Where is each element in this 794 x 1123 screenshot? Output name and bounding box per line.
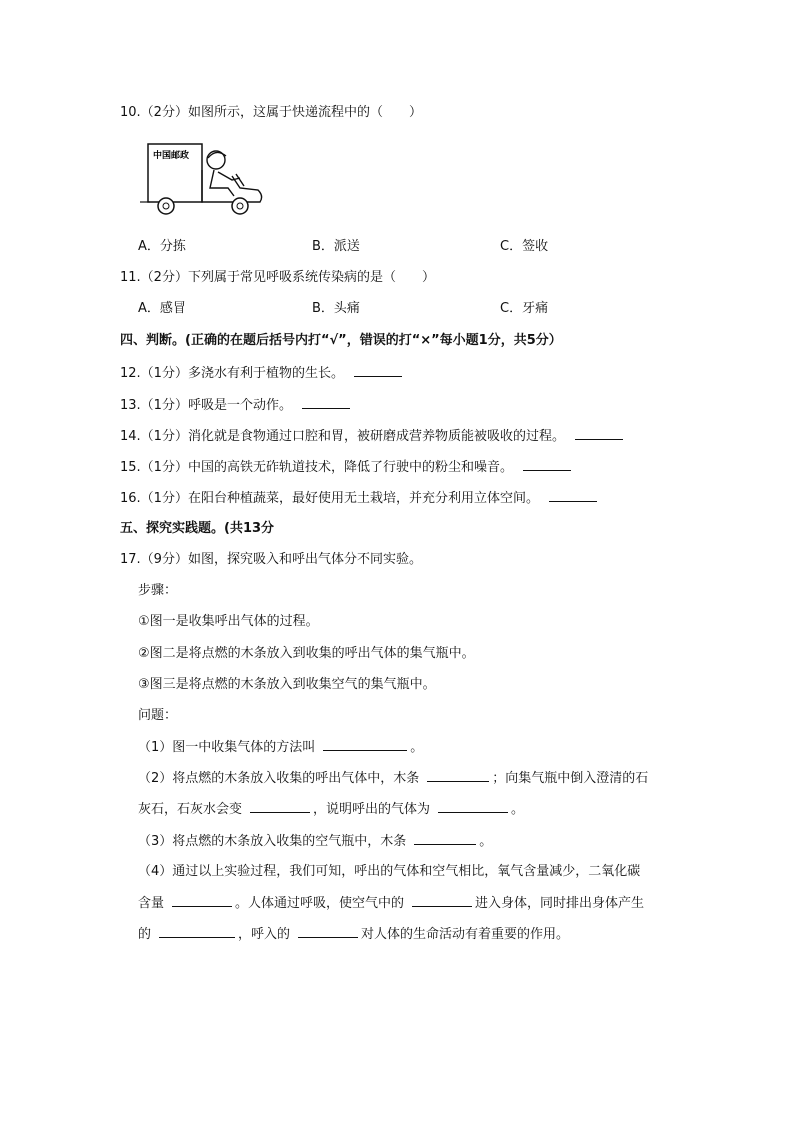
q11-text: 下列属于常见呼吸系统传染病的是（ ） [187,270,435,285]
answer-blank[interactable] [298,925,358,938]
judge-item [120,364,405,383]
q11-option-c: C．牙痛 [500,301,549,316]
answer-blank[interactable] [354,364,402,377]
question-4-line-3 [138,925,569,944]
question-text: 。 [479,834,493,849]
judge-item [120,427,626,446]
question-text: 的 [138,927,152,942]
q17-number: 17.（9分） [120,552,188,567]
step-item: ①图一是收集呼出气体的过程。 [138,614,319,629]
judge-number: 16.（1分） [120,491,188,506]
question-text: 。 [410,740,424,755]
question-1 [138,738,423,757]
question-2-line-1 [138,769,648,788]
judge-text: 多浇水有利于植物的生长。 [187,366,344,381]
answer-blank[interactable] [427,769,489,782]
question-text: ，呼入的 [238,927,291,942]
section-5-title: 五、探究实践题。(共13分 [120,521,275,536]
answer-blank[interactable] [438,800,508,813]
judge-text: 呼吸是一个动作。 [187,398,292,413]
question-text: 含量 [138,896,165,911]
question-4-line-2 [138,894,644,913]
question-text: 。 [511,802,525,817]
q10-number: 10.（2分） [120,105,188,120]
answer-blank[interactable] [412,894,472,907]
figure-label: 中国邮政 [153,150,190,160]
answer-blank[interactable] [159,925,235,938]
q17-text: 如图，探究吸入和呼出气体分不同实验。 [187,552,422,567]
q10-option-a: A．分拣 [138,239,186,254]
postal-tricycle-figure [140,140,270,220]
judge-number: 12.（1分） [120,366,188,381]
q10-option-b: B．派送 [312,239,360,254]
q11-stem [120,269,435,287]
q11-number: 11.（2分） [120,270,188,285]
answer-blank[interactable] [250,800,310,813]
judge-item [120,489,600,508]
question-text: 。人体通过呼吸，使空气中的 [235,896,405,911]
judge-number: 15.（1分） [120,460,188,475]
answer-blank[interactable] [549,489,597,502]
judge-number: 13.（1分） [120,398,188,413]
step-item: ②图二是将点燃的木条放入到收集的呼出气体的集气瓶中。 [138,646,475,661]
question-text: 进入身体，同时排出身体产生 [475,896,645,911]
question-2-line-2 [138,800,524,819]
q10-stem [120,104,422,122]
judge-item [120,458,574,477]
q11-option-b: B．头痛 [312,301,360,316]
question-4-line-1: （4）通过以上实验过程，我们可知，呼出的气体和空气相比，氧气含量减少，二氧化碳 [138,864,641,879]
questions-label: 问题： [138,708,178,723]
judge-text: 中国的高铁无砟轨道技术，降低了行驶中的粉尘和噪音。 [187,460,513,475]
answer-blank[interactable] [323,738,407,751]
judge-item [120,396,353,415]
answer-blank[interactable] [302,396,350,409]
question-text: （2）将点燃的木条放入收集的呼出气体中，木条 [138,771,420,786]
answer-blank[interactable] [575,427,623,440]
question-text: （3）将点燃的木条放入收集的空气瓶中，木条 [138,834,407,849]
answer-blank[interactable] [523,458,571,471]
q11-option-a: A．感冒 [138,301,186,316]
steps-label: 步骤： [138,583,178,598]
judge-number: 14.（1分） [120,429,188,444]
answer-blank[interactable] [414,832,476,845]
question-text: 灰石，石灰水会变 [138,802,243,817]
judge-text: 消化就是食物通过口腔和胃，被研磨成营养物质能被吸收的过程。 [187,429,565,444]
question-text: ，说明呼出的气体为 [313,802,431,817]
question-text: 对人体的生命活动有着重要的作用。 [361,927,570,942]
section-4-title: 四、判断。(正确的在题后括号内打“√”，错误的打“×”每小题1分，共5分） [120,333,562,348]
step-item: ③图三是将点燃的木条放入到收集空气的集气瓶中。 [138,677,436,692]
judge-text: 在阳台种植蔬菜，最好使用无土栽培，并充分利用立体空间。 [187,491,539,506]
question-3 [138,832,492,851]
answer-blank[interactable] [172,894,232,907]
q10-option-c: C．签收 [500,239,549,254]
question-text: ；向集气瓶中倒入澄清的石 [492,771,649,786]
question-text: （1）图一中收集气体的方法叫 [138,740,316,755]
q10-text: 如图所示，这属于快递流程中的（ ） [187,105,422,120]
q17-stem [120,551,422,569]
